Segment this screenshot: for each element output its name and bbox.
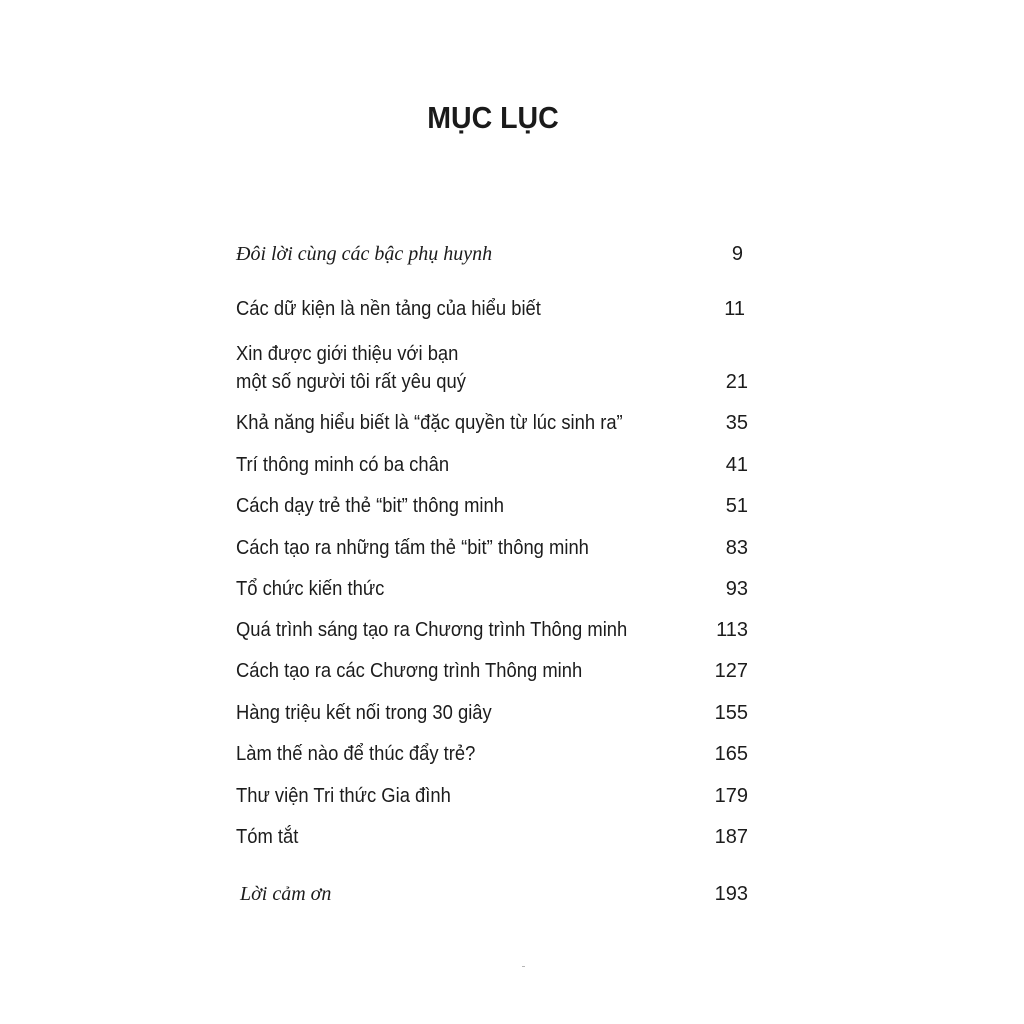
toc-entry [236, 408, 748, 439]
toc-entry-label: Cách dạy trẻ thẻ “bit” thông minh [236, 495, 504, 517]
toc-entry-foreword [236, 239, 748, 270]
toc-entry-label: Xin được giới thiệu với bạn [236, 343, 459, 365]
toc-entry-page: 51 [725, 495, 748, 517]
toc-entry-label: Tóm tắt [236, 826, 299, 848]
toc-entry-label: Hàng triệu kết nối trong 30 giây [236, 702, 492, 724]
toc-entry-label: Cách tạo ra các Chương trình Thông minh [236, 660, 583, 682]
toc-entry-label: Đôi lời cùng các bậc phụ huynh [236, 243, 493, 265]
toc-entry-page: 187 [714, 826, 748, 848]
toc-entry-label: Quá trình sáng tạo ra Chương trình Thông minh [236, 619, 628, 641]
toc-entry-label: Làm thế nào để thúc đẩy trẻ? [236, 743, 476, 765]
toc-entry-page: 193 [714, 883, 748, 905]
toc-entry-page: 35 [725, 412, 748, 434]
toc-entry-page: 113 [716, 619, 748, 641]
toc-entry-page: 21 [725, 371, 748, 393]
toc-entry-page: 127 [714, 660, 748, 682]
toc-entry [236, 450, 748, 481]
page-title: MỤC LỤC [427, 100, 559, 135]
toc-entry-label: Thư viện Tri thức Gia đình [236, 785, 451, 807]
toc-entry-acknowledgements [240, 879, 748, 910]
toc-entry [236, 367, 748, 398]
toc-entry [236, 574, 748, 605]
toc-entry-page: 9 [731, 243, 743, 265]
toc-entry [236, 615, 748, 646]
toc-entry-label: Các dữ kiện là nền tảng của hiểu biết [236, 298, 541, 320]
toc-entry-label: Cách tạo ra những tấm thẻ “bit” thông minh [236, 537, 589, 559]
toc-entry [236, 822, 748, 853]
toc-entry-label: Trí thông minh có ba chân [236, 454, 450, 476]
toc-entry-page: 165 [714, 743, 748, 765]
toc-entry-line1 [236, 339, 748, 370]
toc-entry-label: Lời cảm ơn [240, 883, 332, 905]
toc-entry [236, 533, 748, 564]
toc-entry [236, 656, 748, 687]
toc-entry [236, 698, 748, 729]
toc-entry-page: 155 [714, 702, 748, 724]
toc-entry-page: 11 [724, 298, 745, 320]
toc-entry-page: 41 [725, 454, 748, 476]
toc-entry-page: 179 [714, 785, 748, 807]
toc-entry-label: Tổ chức kiến thức [236, 578, 385, 600]
toc-entry [236, 781, 748, 812]
toc-entry-label: một số người tôi rất yêu quý [236, 371, 466, 393]
toc-entry-page: 93 [725, 578, 748, 600]
toc-entry [236, 739, 748, 770]
toc-entry [236, 294, 748, 325]
toc-entry-page: 83 [725, 537, 748, 559]
scan-speck [522, 966, 525, 967]
toc-entry-label: Khả năng hiểu biết là “đặc quyền từ lúc sinh ra” [236, 412, 623, 434]
toc-entry [236, 491, 748, 522]
